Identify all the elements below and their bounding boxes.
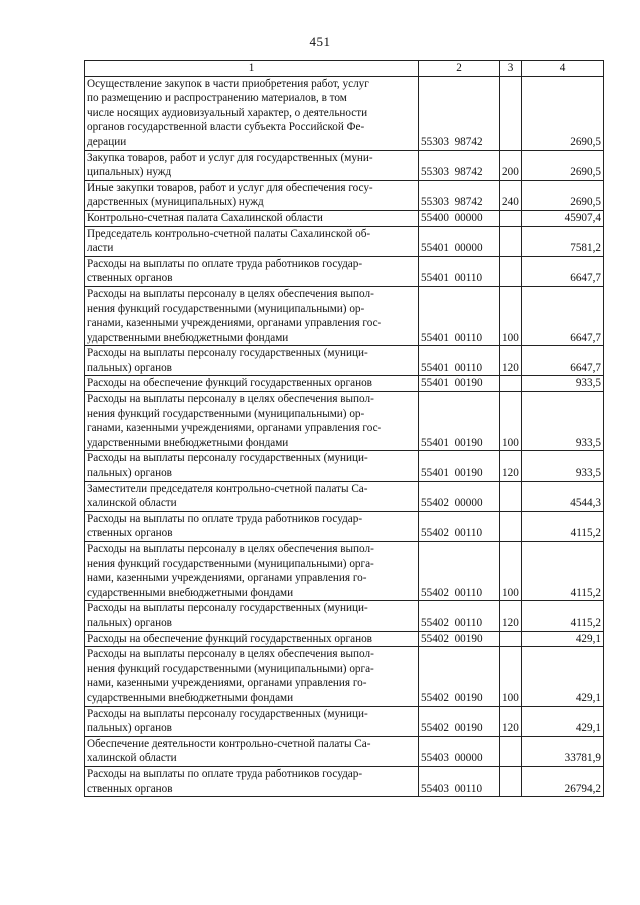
row-name-cell: Расходы на выплаты по оплате труда работников государ- ственных органов bbox=[85, 256, 419, 286]
row-expense-type-cell: 200 bbox=[500, 150, 522, 180]
row-expense-type-cell: 120 bbox=[500, 451, 522, 481]
table-row bbox=[85, 766, 604, 796]
row-name-cell: Осуществление закупок в части приобретения работ, услуг по размещению и распространению материалов, в том числе носящих аудиовизуальный характер, о деятельности органов государственной власти субъекта Российской Фе- дерации bbox=[85, 76, 419, 150]
row-expense-type-cell: 120 bbox=[500, 706, 522, 736]
row-amount-cell: 6647,7 bbox=[522, 286, 604, 345]
row-amount-cell: 26794,2 bbox=[522, 766, 604, 796]
row-amount-cell: 4115,2 bbox=[522, 511, 604, 541]
row-code-cell: 55402 00190 bbox=[419, 631, 500, 647]
row-expense-type-cell bbox=[500, 226, 522, 256]
table-row bbox=[85, 736, 604, 766]
row-name-cell: Иные закупки товаров, работ и услуг для обеспечения госу- дарственных (муниципальных) нужд bbox=[85, 180, 419, 210]
row-name-cell: Расходы на выплаты персоналу в целях обеспечения выпол- нения функций государственными (муниципальными) ор- ганами, казенными учреждениями, органами управления гос- ударственными внебюджетными фондами bbox=[85, 392, 419, 451]
row-code-cell: 55402 00110 bbox=[419, 542, 500, 601]
row-amount-cell: 933,5 bbox=[522, 376, 604, 392]
table-row bbox=[85, 601, 604, 631]
row-amount-cell: 933,5 bbox=[522, 392, 604, 451]
row-amount-cell: 7581,2 bbox=[522, 226, 604, 256]
row-expense-type-cell: 100 bbox=[500, 647, 522, 706]
table-row bbox=[85, 706, 604, 736]
table-body bbox=[85, 76, 604, 797]
table-row bbox=[85, 451, 604, 481]
row-code-cell: 55401 00190 bbox=[419, 376, 500, 392]
row-code-cell: 55403 00110 bbox=[419, 766, 500, 796]
header-col-4: 4 bbox=[522, 61, 604, 77]
header-col-2: 2 bbox=[419, 61, 500, 77]
row-name-cell: Контрольно-счетная палата Сахалинской области bbox=[85, 210, 419, 226]
row-code-cell: 55401 00110 bbox=[419, 286, 500, 345]
row-code-cell: 55402 00190 bbox=[419, 706, 500, 736]
row-expense-type-cell: 100 bbox=[500, 542, 522, 601]
row-expense-type-cell bbox=[500, 210, 522, 226]
page-number: 451 bbox=[309, 34, 331, 49]
header-row bbox=[85, 61, 604, 77]
table-row bbox=[85, 76, 604, 150]
row-name-cell: Расходы на обеспечение функций государственных органов bbox=[85, 376, 419, 392]
row-expense-type-cell bbox=[500, 631, 522, 647]
row-amount-cell: 429,1 bbox=[522, 647, 604, 706]
row-name-cell: Расходы на выплаты персоналу государственных (муници- пальных) органов bbox=[85, 706, 419, 736]
table-row bbox=[85, 481, 604, 511]
row-code-cell: 55402 00110 bbox=[419, 601, 500, 631]
row-code-cell: 55303 98742 bbox=[419, 180, 500, 210]
row-name-cell: Заместители председателя контрольно-счетной палаты Са- халинской области bbox=[85, 481, 419, 511]
row-amount-cell: 4544,3 bbox=[522, 481, 604, 511]
row-amount-cell: 33781,9 bbox=[522, 736, 604, 766]
row-expense-type-cell bbox=[500, 76, 522, 150]
table-row bbox=[85, 376, 604, 392]
header-col-3: 3 bbox=[500, 61, 522, 77]
row-name-cell: Расходы на выплаты по оплате труда работников государ- ственных органов bbox=[85, 766, 419, 796]
row-code-cell: 55401 00110 bbox=[419, 256, 500, 286]
table-row bbox=[85, 511, 604, 541]
row-code-cell: 55402 00190 bbox=[419, 647, 500, 706]
table-row bbox=[85, 150, 604, 180]
row-code-cell: 55401 00190 bbox=[419, 451, 500, 481]
header-col-1: 1 bbox=[85, 61, 419, 77]
table-row bbox=[85, 631, 604, 647]
row-code-cell: 55401 00000 bbox=[419, 226, 500, 256]
row-amount-cell: 4115,2 bbox=[522, 542, 604, 601]
row-amount-cell: 2690,5 bbox=[522, 180, 604, 210]
row-amount-cell: 6647,7 bbox=[522, 256, 604, 286]
table-row bbox=[85, 180, 604, 210]
row-expense-type-cell: 120 bbox=[500, 601, 522, 631]
table-row bbox=[85, 542, 604, 601]
row-expense-type-cell bbox=[500, 481, 522, 511]
row-expense-type-cell: 100 bbox=[500, 286, 522, 345]
row-name-cell: Обеспечение деятельности контрольно-счетной палаты Са- халинской области bbox=[85, 736, 419, 766]
row-code-cell: 55402 00000 bbox=[419, 481, 500, 511]
row-expense-type-cell bbox=[500, 766, 522, 796]
table-row bbox=[85, 210, 604, 226]
table-row bbox=[85, 346, 604, 376]
table-row bbox=[85, 256, 604, 286]
row-amount-cell: 4115,2 bbox=[522, 601, 604, 631]
row-expense-type-cell bbox=[500, 376, 522, 392]
row-amount-cell: 429,1 bbox=[522, 706, 604, 736]
row-code-cell: 55303 98742 bbox=[419, 150, 500, 180]
row-name-cell: Закупка товаров, работ и услуг для государственных (муни- ципальных) нужд bbox=[85, 150, 419, 180]
row-code-cell: 55402 00110 bbox=[419, 511, 500, 541]
row-expense-type-cell: 120 bbox=[500, 346, 522, 376]
row-code-cell: 55401 00110 bbox=[419, 346, 500, 376]
row-expense-type-cell bbox=[500, 511, 522, 541]
row-amount-cell: 933,5 bbox=[522, 451, 604, 481]
row-name-cell: Расходы на выплаты персоналу государственных (муници- пальных) органов bbox=[85, 346, 419, 376]
table-row bbox=[85, 226, 604, 256]
row-code-cell: 55403 00000 bbox=[419, 736, 500, 766]
row-amount-cell: 2690,5 bbox=[522, 76, 604, 150]
row-expense-type-cell: 100 bbox=[500, 392, 522, 451]
row-expense-type-cell bbox=[500, 256, 522, 286]
row-name-cell: Расходы на выплаты персоналу в целях обеспечения выпол- нения функций государственными (муниципальными) орга- нами, казенными учреждениями, органами управления го- сударственными внебюджетными фондами bbox=[85, 542, 419, 601]
row-name-cell: Расходы на выплаты персоналу в целях обеспечения выпол- нения функций государственными (муниципальными) орга- нами, казенными учреждениями, органами управления го- сударственными внебюджетными фондами bbox=[85, 647, 419, 706]
row-name-cell: Расходы на обеспечение функций государственных органов bbox=[85, 631, 419, 647]
row-expense-type-cell bbox=[500, 736, 522, 766]
table-row bbox=[85, 647, 604, 706]
row-code-cell: 55401 00190 bbox=[419, 392, 500, 451]
table-row bbox=[85, 392, 604, 451]
row-name-cell: Расходы на выплаты персоналу государственных (муници- пальных) органов bbox=[85, 601, 419, 631]
row-amount-cell: 429,1 bbox=[522, 631, 604, 647]
row-expense-type-cell: 240 bbox=[500, 180, 522, 210]
row-name-cell: Расходы на выплаты по оплате труда работников государ- ственных органов bbox=[85, 511, 419, 541]
row-name-cell: Расходы на выплаты персоналу в целях обеспечения выпол- нения функций государственными (муниципальными) ор- ганами, казенными учреждениями, органами управления гос- ударственными внебюджетными фондами bbox=[85, 286, 419, 345]
row-amount-cell: 45907,4 bbox=[522, 210, 604, 226]
row-name-cell: Председатель контрольно-счетной палаты Сахалинской об- ласти bbox=[85, 226, 419, 256]
row-amount-cell: 6647,7 bbox=[522, 346, 604, 376]
row-code-cell: 55400 00000 bbox=[419, 210, 500, 226]
row-amount-cell: 2690,5 bbox=[522, 150, 604, 180]
budget-table bbox=[84, 60, 604, 797]
table-row bbox=[85, 286, 604, 345]
row-name-cell: Расходы на выплаты персоналу государственных (муници- пальных) органов bbox=[85, 451, 419, 481]
row-code-cell: 55303 98742 bbox=[419, 76, 500, 150]
